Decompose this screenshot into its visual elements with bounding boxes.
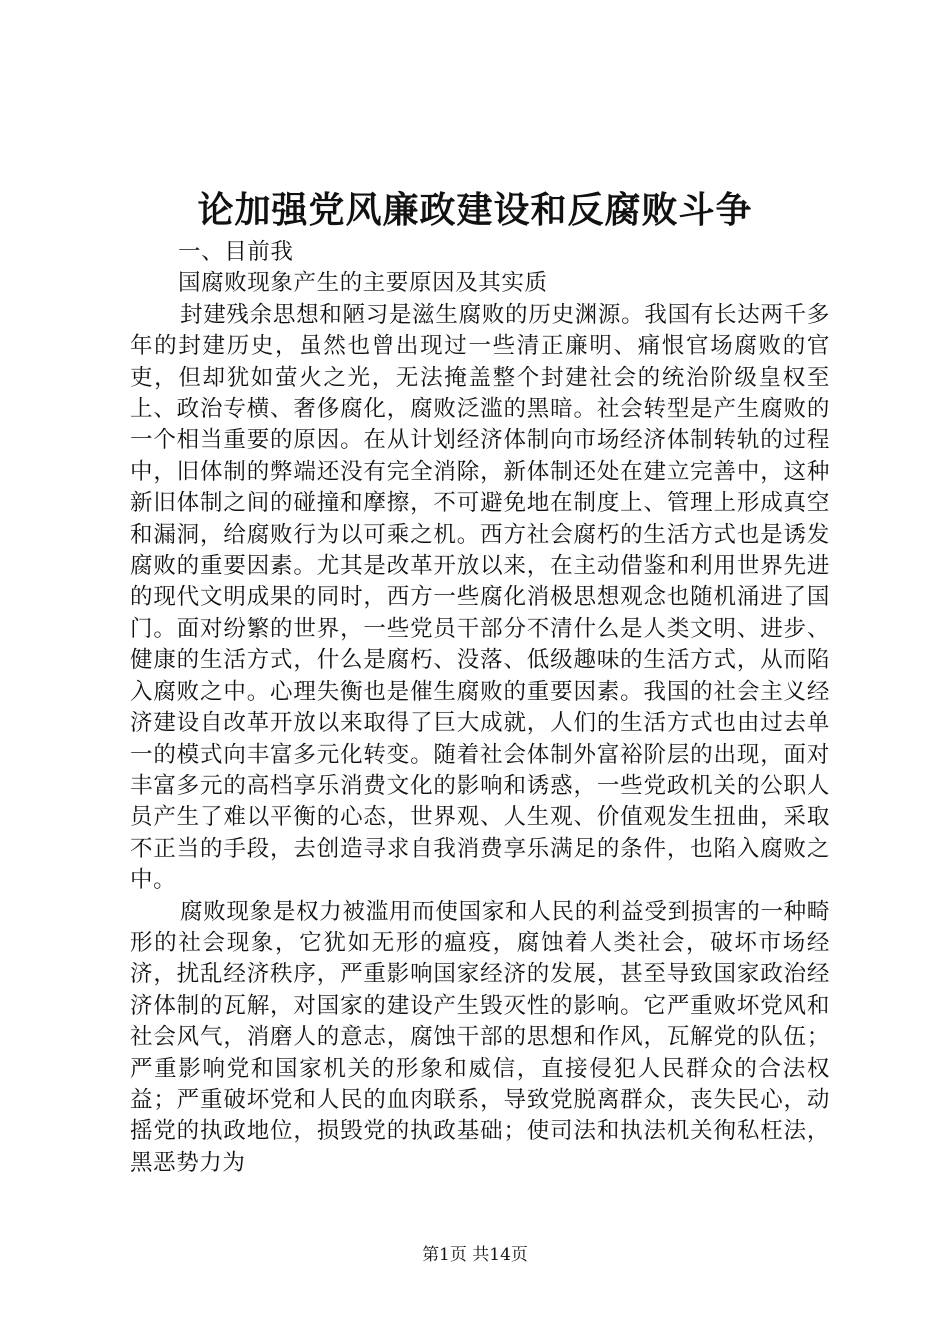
page-footer: 第1页 共14页 [422,1245,528,1265]
section-heading-line-1: 一、目前我 [178,239,294,265]
section-heading-line-2: 国腐败现象产生的主要原因及其实质 [178,270,548,297]
document-body [130,237,830,1179]
body-paragraph-2: 腐败现象是权力被滥用而使国家和人民的利益受到损害的一种畸形的社会现象，它犹如无形的瘟疫，腐蚀着人类社会，破坏市场经济，扰乱经济秩序，严重影响国家经济的发展，甚至导致国家政治经济体制的瓦解，对国家的建设产生毁灭性的影响。它严重败坏党风和社会风气，消磨人的意志，腐蚀干部的思想和作风，瓦解党的队伍；严重影响党和国家机关的形象和威信，直接侵犯人民群众的合法权益；严重破坏党和人民的血肉联系，导致党脱离群众，丧失民心，动摇党的执政地位，损毁党的执政基础；使司法和执法机关徇私枉法，黑恶势力为 [130,898,830,1176]
document-title: 论加强党风廉政建设和反腐败斗争 [197,189,753,231]
body-paragraph-1: 封建残余思想和陋习是滋生腐败的历史渊源。我国有长达两千多年的封建历史，虽然也曾出现过一些清正廉明、痛恨官场腐败的官吏，但却犹如萤火之光，无法掩盖整个封建社会的统治阶级皇权至上、政治专横、奢侈腐化，腐败泛滥的黑暗。社会转型是产生腐败的一个相当重要的原因。在从计划经济体制向市场经济体制转轨的过程中，旧体制的弊端还没有完全消除，新体制还处在建立完善中，这种新旧体制之间的碰撞和摩擦，不可避免地在制度上、管理上形成真空和漏洞，给腐败行为以可乘之机。西方社会腐朽的生活方式也是诱发腐败的重要因素。尤其是改革开放以来，在主动借鉴和利用世界先进的现代文明成果的同时，西方一些腐化消极思想观念也随机涌进了国门。面对纷繁的世界，一些党员干部分不清什么是人类文明、进步、健康的生活方式，什么是腐朽、没落、低级趣味的生活方式，从而陷入腐败之中。心理失衡也是催生腐败的重要因素。我国的社会主义经济建设自改革开放以来取得了巨大成就，人们的生活方式也由过去单一的模式向丰富多元化转变。随着社会体制外富裕阶层的出现，面对丰富多元的高档享乐消费文化的影响和诱惑，一些党政机关的公职人员产生了难以平衡的心态，世界观、人生观、价值观发生扭曲，采取不正当的手段，去创造寻求自我消费享乐满足的条件，也陷入腐败之中。 [130,301,830,894]
